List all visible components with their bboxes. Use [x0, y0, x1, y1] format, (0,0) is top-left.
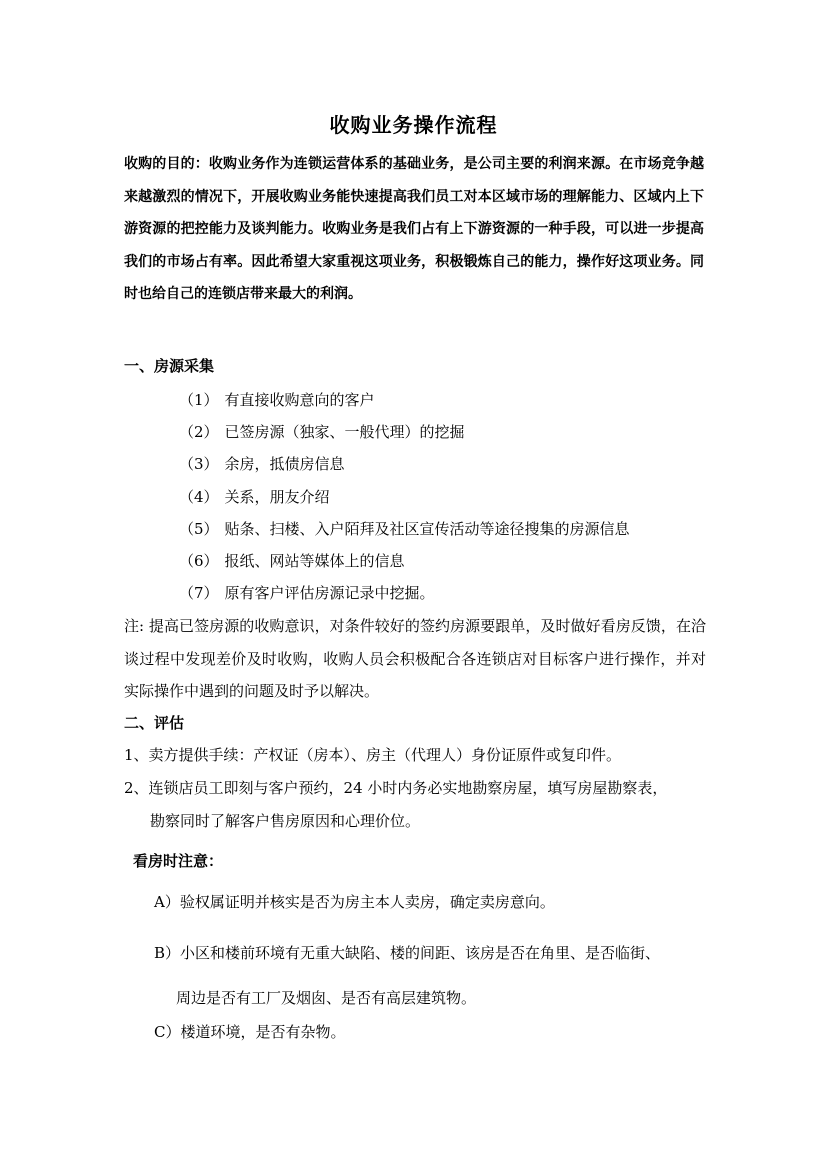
list-item: [179, 518, 630, 539]
section2-item-2-line-2: 勘察同时了解客户售房原因和心理价位。: [150, 811, 421, 830]
list-item: [179, 421, 465, 442]
list-item: [179, 453, 345, 474]
list-item-text: 余房，抵债房信息: [224, 455, 345, 473]
list-item-text: 报纸、网站等媒体上的信息: [224, 552, 405, 570]
list-item: [179, 550, 405, 571]
list-item: [179, 486, 330, 507]
section2-heading: 二、评估: [124, 714, 185, 732]
list-item-text: 贴条、扫楼、入户陌拜及社区宣传活动等途径搜集的房源信息: [224, 520, 630, 538]
inspection-point-c: C）楼道环境，是否有杂物。: [154, 1023, 346, 1041]
list-item: [179, 389, 375, 410]
section2-item-2-line-1: 2、连锁店员工即刻与客户预约，24 小时内务必实地勘察房屋，填写房屋勘察表，: [124, 779, 668, 797]
list-item: [179, 582, 435, 603]
list-item-text: 有直接收购意向的客户: [224, 391, 375, 409]
inspection-subheading: 看房时注意：: [133, 852, 224, 870]
inspection-point-b: [154, 931, 706, 1021]
inspection-point-a: A）验权属证明并核实是否为房主本人卖房，确定卖房意向。: [154, 893, 555, 911]
section2-item-1: 1、卖方提供手续：产权证（房本）、房主（代理人）身份证原件或复印件。: [124, 746, 622, 764]
section2-item-2: [124, 772, 706, 837]
list-item-number: （6）: [179, 552, 219, 570]
list-item-number: （3）: [179, 455, 219, 473]
document-title: 收购业务操作流程: [329, 113, 498, 137]
list-item-number: （4）: [179, 488, 219, 506]
list-item-number: （2）: [179, 423, 219, 441]
list-item-text: 关系，朋友介绍: [224, 488, 330, 506]
intro-paragraph: 收购的目的：收购业务作为连锁运营体系的基础业务，是公司主要的利润来源。在市场竞争越来越激烈的情况下，开展收购业务能快速提高我们员工对本区域市场的理解能力、区域内上下游资源的把控能力及谈判能力。收购业务是我们占有上下游资源的一种手段，可以进一步提高我们的市场占有率。因此希望大家重视这项业务，积极锻炼自己的能力，操作好这项业务。同时也给自己的连锁店带来最大的利润。: [124, 156, 704, 302]
inspection-point-b-line-1: B）小区和楼前环境有无重大缺陷、楼的间距、该房是否在角里、是否临街、: [154, 944, 661, 962]
section1-note: 注: 提高已签房源的收购意识，对条件较好的签约房源要跟单，及时做好看房反馈，在洽谈过程中发现差价及时收购，收购人员会积极配合各连锁店对目标客户进行操作，并对实际操作中遇到的问题及时予以解决。: [124, 617, 706, 700]
list-item-text: 已签房源（独家、一般代理）的挖掘: [224, 423, 465, 441]
list-item-number: （7）: [179, 584, 219, 602]
list-item-text: 原有客户评估房源记录中挖掘。: [224, 584, 435, 602]
list-item-number: （1）: [179, 391, 219, 409]
list-item-number: （5）: [179, 520, 219, 538]
inspection-point-b-line-2: 周边是否有工厂及烟囱、是否有高层建筑物。: [176, 989, 477, 1007]
section1-heading: 一、房源采集: [124, 357, 215, 375]
